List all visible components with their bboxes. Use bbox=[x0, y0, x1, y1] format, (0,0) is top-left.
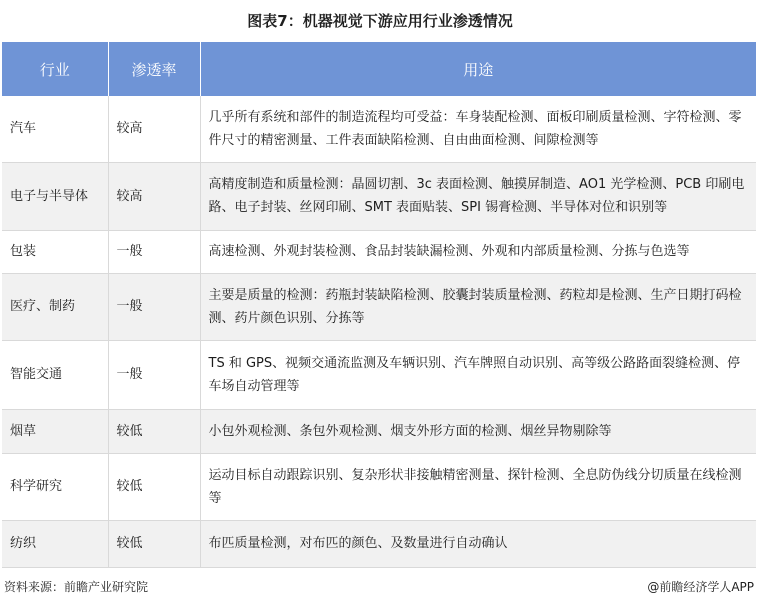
industry-cell: 智能交通 bbox=[2, 340, 108, 409]
industry-cell: 纺织 bbox=[2, 520, 108, 567]
use-cell: 高精度制造和质量检测：晶圆切割、3c 表面检测、触摸屏制造、AO1 光学检测、PCB 印刷电路、电子封装、丝网印刷、SMT 表面贴装、SPI 锡膏检测、半导体对位和识别等 bbox=[200, 162, 756, 230]
penetration-table bbox=[2, 42, 756, 568]
header-use: 用途 bbox=[200, 42, 756, 96]
table-row bbox=[2, 230, 756, 273]
rate-cell: 较高 bbox=[108, 96, 200, 162]
figure-title: 图表7：机器视觉下游应用行业渗透情况 bbox=[247, 12, 513, 30]
rate-cell: 一般 bbox=[108, 340, 200, 409]
use-cell: TS 和 GPS、视频交通流监测及车辆识别、汽车牌照自动识别、高等级公路路面裂缝检测、停车场自动管理等 bbox=[200, 340, 756, 409]
table-row bbox=[2, 162, 756, 230]
rate-cell: 一般 bbox=[108, 230, 200, 273]
table-row bbox=[2, 340, 756, 409]
table-row bbox=[2, 520, 756, 567]
use-cell: 几乎所有系统和部件的制造流程均可受益：车身装配检测、面板印刷质量检测、字符检测、零件尺寸的精密测量、工件表面缺陷检测、自由曲面检测、间隙检测等 bbox=[200, 96, 756, 162]
rate-cell: 一般 bbox=[108, 273, 200, 340]
source-note: 资料来源：前瞻产业研究院 bbox=[4, 580, 149, 594]
table-row bbox=[2, 409, 756, 453]
table-row bbox=[2, 273, 756, 340]
header-industry: 行业 bbox=[2, 42, 108, 96]
rate-cell: 较低 bbox=[108, 409, 200, 453]
industry-cell: 烟草 bbox=[2, 409, 108, 453]
rate-cell: 较低 bbox=[108, 520, 200, 567]
table-row bbox=[2, 96, 756, 162]
use-cell: 主要是质量的检测：药瓶封装缺陷检测、胶囊封装质量检测、药粒却是检测、生产日期打码检测、药片颜色识别、分拣等 bbox=[200, 273, 756, 340]
header-rate: 渗透率 bbox=[108, 42, 200, 96]
industry-cell: 医疗、制药 bbox=[2, 273, 108, 340]
industry-cell: 电子与半导体 bbox=[2, 162, 108, 230]
rate-cell: 较高 bbox=[108, 162, 200, 230]
use-cell: 运动目标自动跟踪识别、复杂形状非接触精密测量、探针检测、全息防伪线分切质量在线检测等 bbox=[200, 453, 756, 520]
brand-note: @前瞻经济学人APP bbox=[647, 580, 754, 594]
table-row bbox=[2, 453, 756, 520]
rate-cell: 较低 bbox=[108, 453, 200, 520]
industry-cell: 汽车 bbox=[2, 96, 108, 162]
table-header-row bbox=[2, 42, 756, 96]
use-cell: 布匹质量检测，对布匹的颜色、及数量进行自动确认 bbox=[200, 520, 756, 567]
industry-cell: 包装 bbox=[2, 230, 108, 273]
use-cell: 小包外观检测、条包外观检测、烟支外形方面的检测、烟丝异物剔除等 bbox=[200, 409, 756, 453]
industry-cell: 科学研究 bbox=[2, 453, 108, 520]
use-cell: 高速检测、外观封装检测、食品封装缺漏检测、外观和内部质量检测、分拣与色选等 bbox=[200, 230, 756, 273]
